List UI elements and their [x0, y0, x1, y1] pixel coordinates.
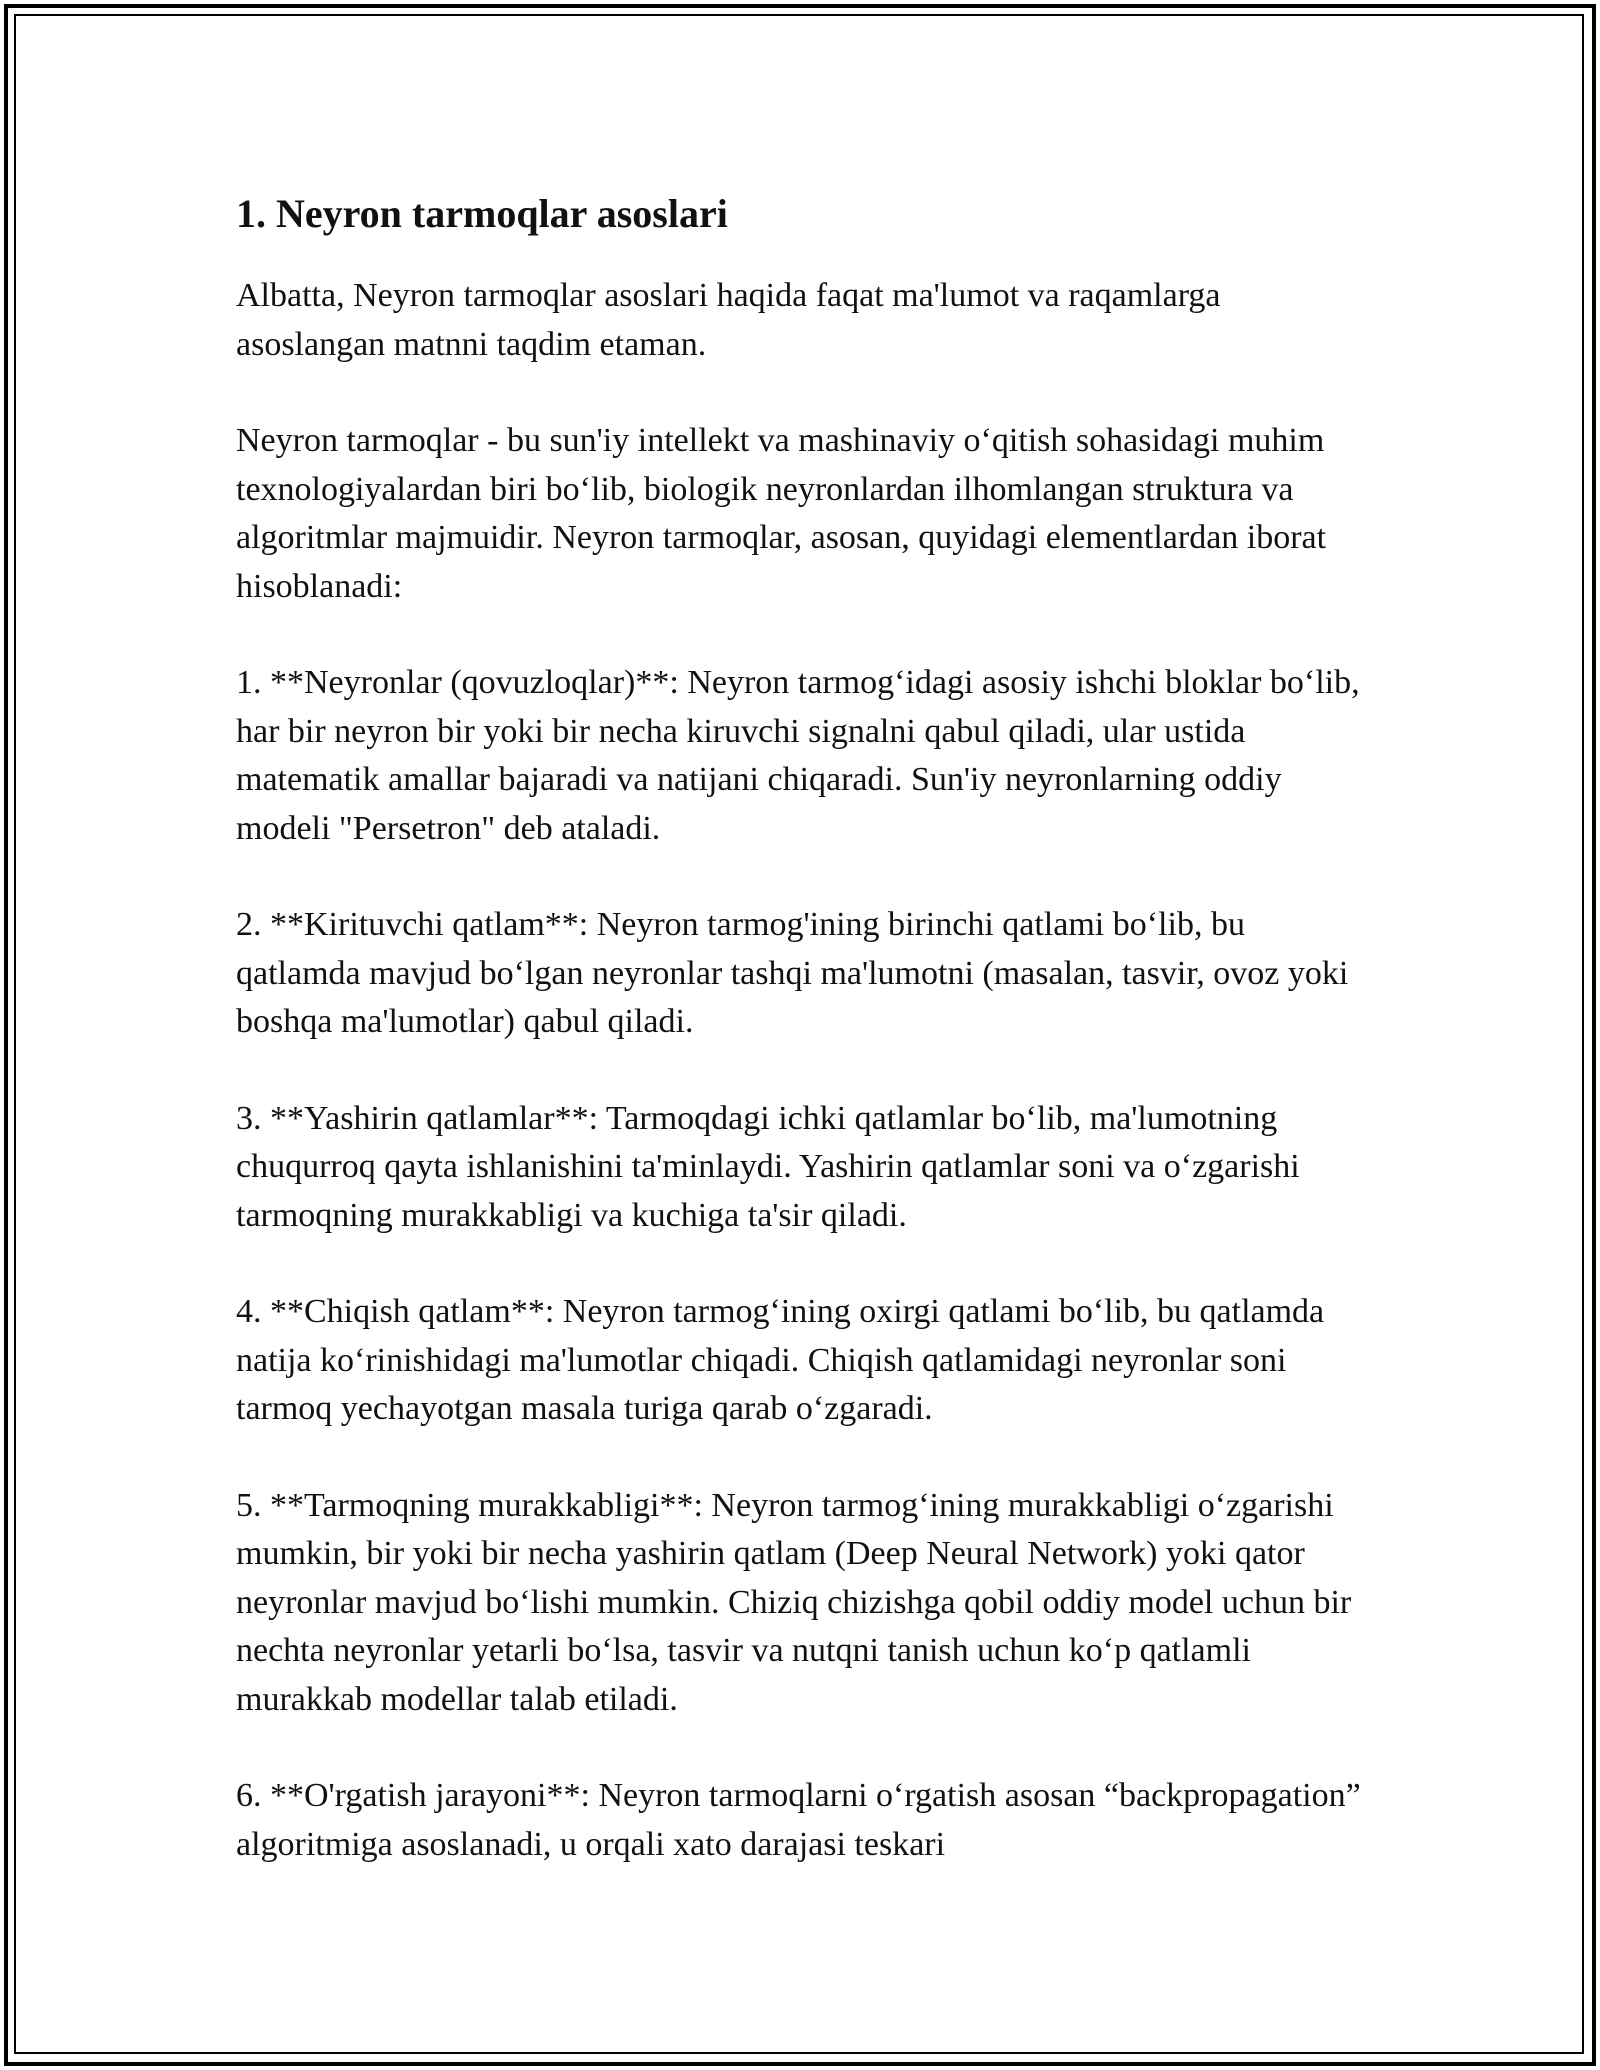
item-neurons-paragraph: 1. **Neyronlar (qovuzloqlar)**: Neyron tarmog‘idagi asosiy ishchi bloklar bo‘lib, har bir neyron bir yoki bir necha kiruvchi signalni qabul qiladi, ular ustida matematik amallar bajaradi va natijani chiqaradi. Sun'iy neyronlarning oddiy modeli "Persetron" deb ataladi. — [236, 664, 1360, 847]
item-input-layer-paragraph: 2. **Kirituvchi qatlam**: Neyron tarmog'ining birinchi qatlami bo‘lib, bu qatlamda mavjud bo‘lgan neyronlar tashqi ma'lumotni (masalan, tasvir, ovoz yoki boshqa ma'lumotlar) qabul qiladi. — [236, 906, 1349, 1040]
item-output-layer-paragraph: 4. **Chiqish qatlam**: Neyron tarmog‘ining oxirgi qatlami bo‘lib, bu qatlamda natija ko‘rinishidagi ma'lumotlar chiqadi. Chiqish qatlamidagi neyronlar soni tarmoq yechayotgan masala turiga qarab o‘zgaradi. — [236, 1293, 1325, 1427]
definition-paragraph: Neyron tarmoqlar - bu sun'iy intellekt va mashinaviy o‘qitish sohasidagi muhim texnologiyalardan biri bo‘lib, biologik neyronlardan ilhomlangan struktura va algoritmlar majmuidir. Neyron tarmoqlar, asosan, quyidagi elementlardan iborat hisoblanadi: — [236, 422, 1327, 605]
item-hidden-layers-paragraph: 3. **Yashirin qatlamlar**: Tarmoqdagi ichki qatlamlar bo‘lib, ma'lumotning chuqurroq qayta ishlanishini ta'minlaydi. Yashirin qatlamlar soni va o‘zgarishi tarmoqning murakkabligi va kuchiga ta'sir qiladi. — [236, 1099, 1300, 1234]
item-complexity-paragraph: 5. **Tarmoqning murakkabligi**: Neyron tarmog‘ining murakkabligi o‘zgarishi mumkin, bir yoki bir necha yashirin qatlam (Deep Neural Network) yoki qator neyronlar mavjud bo‘lishi mumkin. Chiziq chizishga qobil oddiy model uchun bir nechta neyronlar yetarli bo‘lsa, tasvir va nutqni tanish uchun ko‘p qatlamli murakkab modellar talab etiladi. — [236, 1486, 1352, 1718]
document-body — [236, 186, 1376, 1869]
item-training-paragraph: 6. **O'rgatish jarayoni**: Neyron tarmoqlarni o‘rgatish asosan “backpropagation” algoritmiga asoslanadi, u orqali xato darajasi teskari — [236, 1777, 1361, 1863]
document-heading: 1. Neyron tarmoqlar asoslari — [236, 191, 728, 236]
intro-paragraph: Albatta, Neyron tarmoqlar asoslari haqida faqat ma'lumot va raqamlarga asoslangan matnni taqdim etaman. — [236, 277, 1221, 363]
